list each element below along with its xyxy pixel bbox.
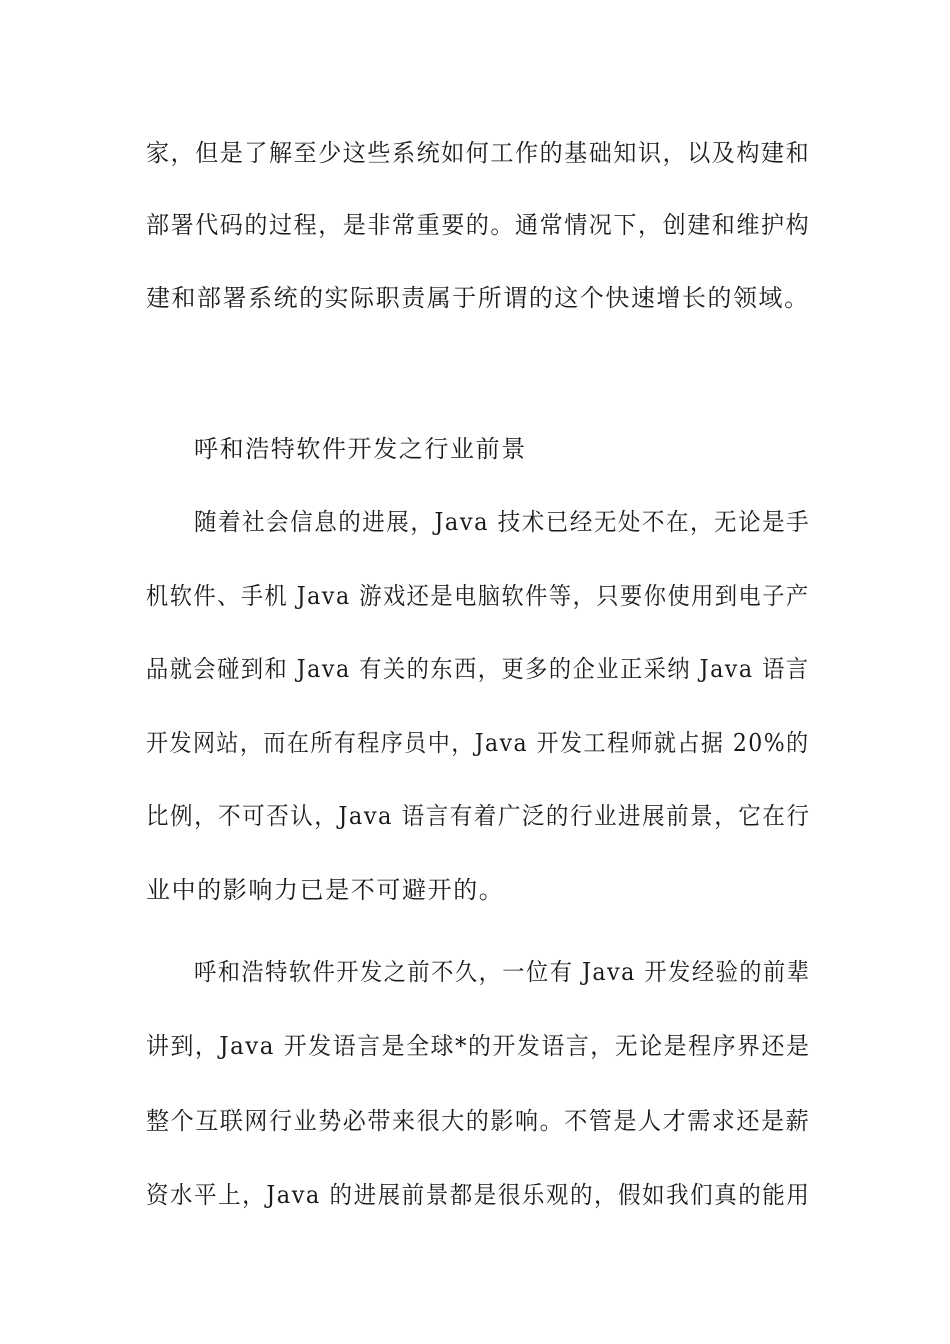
text-line: 家，但是了解至少这些系统如何工作的基础知识，以及构建和: [146, 139, 811, 167]
text-line: 机软件、手机 Java 游戏还是电脑软件等，只要你使用到电子产: [146, 582, 810, 610]
text-line: 开发网站，而在所有程序员中，Java 开发工程师就占据 20%的: [146, 729, 810, 757]
text-line: 资水平上，Java 的进展前景都是很乐观的，假如我们真的能用: [146, 1181, 811, 1209]
text-line: 品就会碰到和 Java 有关的东西，更多的企业正采纳 Java 语言: [146, 655, 810, 683]
text-line: 呼和浩特软件开发之前不久，一位有 Java 开发经验的前辈: [194, 958, 811, 986]
text-line: 建和部署系统的实际职责属于所谓的这个快速增长的领域。: [146, 284, 810, 312]
text-line: 整个互联网行业势必带来很大的影响。不管是人才需求还是薪: [146, 1107, 811, 1135]
text-line: 随着社会信息的进展，Java 技术已经无处不在，无论是手: [194, 508, 811, 536]
text-line: 讲到，Java 开发语言是全球*的开发语言，无论是程序界还是: [146, 1032, 811, 1060]
section-heading: 呼和浩特软件开发之行业前景: [194, 435, 527, 463]
text-line: 业中的影响力已是不可避开的。: [146, 876, 505, 904]
text-line: 部署代码的过程，是非常重要的。通常情况下，创建和维护构: [146, 211, 811, 239]
text-line: 比例，不可否认，Java 语言有着广泛的行业进展前景，它在行: [146, 802, 811, 830]
